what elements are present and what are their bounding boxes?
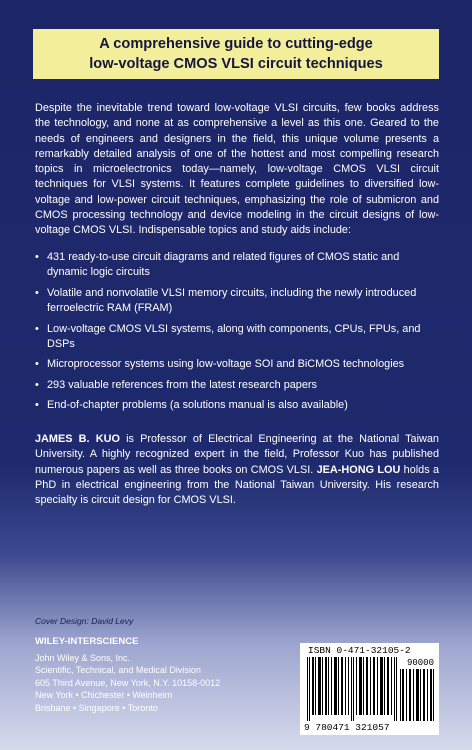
- publisher-block: [35, 636, 220, 715]
- publisher-name: WILEY-INTERSCIENCE: [35, 636, 139, 647]
- publisher-line: John Wiley & Sons, Inc.: [35, 652, 131, 663]
- addon-barcode-bars: [400, 669, 434, 721]
- list-item: [35, 250, 439, 281]
- list-item-text: 431 ready-to-use circuit diagrams and related figures of CMOS static and dynamic logic circuits: [47, 251, 400, 279]
- list-item: [35, 286, 439, 317]
- publisher-cities: New York • Chichester • Weinheim: [35, 690, 173, 701]
- author-name-2: JEA-HONG LOU: [316, 463, 401, 476]
- headline-banner: [33, 29, 439, 79]
- list-item: [35, 322, 439, 353]
- intro-paragraph: Despite the inevitable trend toward low-voltage VLSI circuits, few books address the technology, and none at as comprehensive a level as this one. Geared to the needs of engineers and designers in the field, this unique volume presents a remarkably detailed analysis of one of the hottest and most compelling research topics in microelectronics today—namely, low-voltage CMOS VLSI circuit techniques for VLSI systems. It features complete guidelines to diversified low-voltage and low-power circuit techniques, emphasizing the role of submicron and CMOS processing technology and device modeling in the circuit designs of low-voltage CMOS VLSI. Indispensable topics and study aids include:: [35, 102, 439, 237]
- publisher-line: Scientific, Technical, and Medical Division: [35, 665, 201, 676]
- bullet-icon: •: [35, 322, 39, 335]
- isbn-barcode: [300, 643, 439, 735]
- headline-line-1: A comprehensive guide to cutting-edge: [99, 36, 373, 52]
- list-item-text: End-of-chapter problems (a solutions manual is also available): [47, 399, 348, 412]
- bullet-icon: •: [35, 399, 39, 412]
- list-item-text: Low-voltage CMOS VLSI systems, along with components, CPUs, FPUs, and DSPs: [47, 322, 421, 350]
- isbn-label: ISBN 0-471-32105-2: [308, 645, 411, 656]
- author-name-1: JAMES B. KUO: [35, 433, 120, 445]
- ean-digits: 9 780471 321057: [304, 722, 390, 733]
- author-bio-text-2: holds a PhD in electrical engineering from the National Taiwan University. His research specialty is circuit design for CMOS VLSI.: [35, 463, 440, 507]
- list-item-text: Microprocessor systems using low-voltage SOI and BiCMOS technologies: [47, 358, 405, 371]
- bullet-icon: •: [35, 286, 39, 299]
- author-bio-text-1: is Professor of Electrical Engineering at the National Taiwan University. A highly recognized expert in the field, Professor Kuo has published numerous papers as well as three books on CMOS VLSI.: [35, 433, 439, 476]
- author-bio: [35, 432, 439, 508]
- list-item-text: Volatile and nonvolatile VLSI memory circuits, including the newly introduced ferroelectric RAM (FRAM): [47, 286, 417, 315]
- bullet-icon: •: [35, 358, 39, 371]
- ean-barcode-bars: [307, 657, 399, 721]
- bullet-icon: •: [35, 251, 39, 263]
- list-item: [35, 357, 439, 372]
- list-item: [35, 398, 439, 413]
- publisher-cities: Brisbane • Singapore • Toronto: [35, 702, 158, 713]
- price-addon-digits: 90000: [406, 658, 434, 668]
- feature-list: [35, 250, 439, 419]
- publisher-address: 605 Third Avenue, New York, N.Y. 10158-0012: [35, 677, 221, 688]
- cover-design-credit: Cover Design: David Levy: [35, 616, 134, 626]
- list-item: [35, 378, 439, 393]
- list-item-text: 293 valuable references from the latest research papers: [47, 378, 317, 391]
- headline-line-2: low-voltage CMOS VLSI circuit techniques: [89, 56, 383, 72]
- bullet-icon: •: [35, 378, 39, 391]
